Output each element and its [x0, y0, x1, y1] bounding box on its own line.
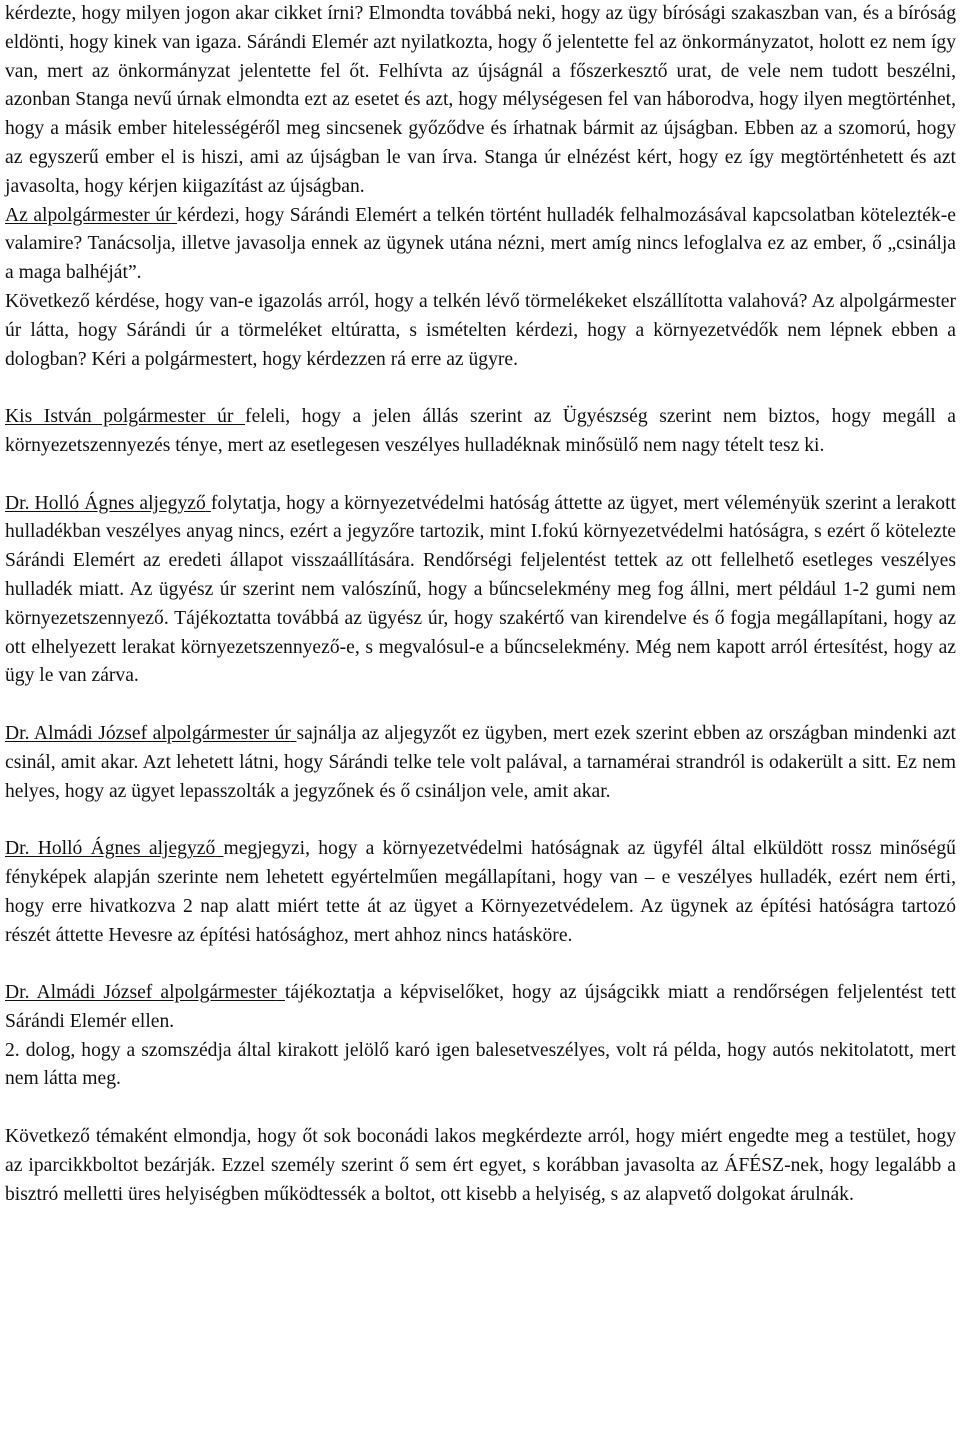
paragraph-aljegyzo-continues — [5, 490, 956, 692]
paragraph-text: folytatja, hogy a környezetvédelmi hatóság áttette az ügyet, mert véleményük szerint a lerakott hulladékban veszélyes anyag nincs, ezért a jegyzőre tartozik, mint I.fokú környezetvédelmi hatóságra, s ezért ő kötelezte Sárándi Elemért az eredeti állapot visszaállítására. Rendőrségi feljelentést tettek az ott fellelhető esetleges veszélyes hulladék miatt. Az ügyész úr szerint nem valószínű, hogy a bűncselekmény meg fog állni, mert például 1-2 gumi nem környezetszennyező. Tájékoztatta továbbá az ügyész úr, hogy szakértő van kirendelve és ő fogja megállapítani, hogy az ott elhelyezett lerakat környezetszennyező-e, s megvalósul-e a bűncselekmény. Még nem kapott arról értesítést, hogy az ügy le van zárva. — [5, 492, 956, 687]
speaker-name: Dr. Holló Ágnes aljegyző — [5, 838, 216, 860]
speaker-name: Az alpolgármester úr — [5, 204, 172, 226]
paragraph-almadi-regrets — [5, 720, 956, 806]
paragraph-text: megjegyzi, hogy a környezetvédelmi hatóságnak az ügyfél által elküldött rossz minőségű fényképek alapján szerinte nem lehetett egyértelműen megállapítani, hogy van – e veszélyes hulladék, ezért nem érti, hogy erre hivatkozva 2 nap alatt miért tette át az ügyet a Környezetvédelem. Az ügynek az építési hatóságra tartozó részét áttette Hevesre az építési hatósághoz, mert ahhoz nincs hatásköre. — [5, 838, 956, 946]
speaker-name: Kis István polgármester úr — [5, 406, 234, 428]
paragraph-text: 2. dolog, hogy a szomszédja által kirakott jelölő karó igen balesetveszélyes, volt rá példa, hogy autós nekitolatott, mert nem látta meg. — [5, 1039, 956, 1090]
paragraph-next-topic — [5, 1123, 956, 1209]
paragraph-alpolgarmester-question — [5, 202, 956, 288]
paragraph-text: tájékoztatja a képviselőket, hogy az újságcikk miatt a rendőrségen feljelentést tett Sárándi Elemér ellen. — [5, 982, 956, 1032]
paragraph-next-question — [5, 288, 956, 374]
speaker-name: Dr. Almádi József alpolgármester úr — [5, 722, 291, 744]
paragraph-almadi-informs — [5, 979, 956, 1037]
speaker-name: Dr. Holló Ágnes aljegyző — [5, 492, 206, 514]
paragraph-text: kérdezi, hogy Sárándi Elemért a telkén történt hulladék felhalmozásával kapcsolatban kötelezték-e valamire? Tanácsolja, illetve javasolja ennek az ügynek utána nézni, mert amíg nincs lefoglalva ez az ember, ő „csinálja a maga balhéját”. — [5, 204, 956, 284]
paragraph-text: sajnálja az aljegyzőt ez ügyben, mert ezek szerint ebben az országban mindenki azt csinál, amit akar. Azt lehetett látni, hogy Sárándi telke tele volt palával, a tarnamérai strandról is odakerült a sitt. Ez nem helyes, hogy az ügyet lepasszolták a jegyzőnek és ő csináljon vele, amit akar. — [5, 722, 956, 802]
paragraph-text: Következő kérdése, hogy van-e igazolás arról, hogy a telkén lévő törmelékeket elszállította valahová? Az alpolgármester úr látta, hogy Sárándi úr a törmeléket eltúratta, s ismételten kérdezi, hogy a környezetvédők nem lépnek ebben a dologban? Kéri a polgármestert, hogy kérdezzen rá erre az ügyre. — [5, 290, 956, 370]
paragraph-second-matter — [5, 1037, 956, 1095]
paragraph-text: kérdezte, hogy milyen jogon akar cikket írni? Elmondta továbbá neki, hogy az ügy bírósági szakaszban van, és a bíróság eldönti, hogy kinek van igaza. Sárándi Elemér azt nyilatkozta, hogy ő jelentette fel az önkormányzatot, holott ez nem így van, mert az önkormányzat jelentette fel őt. Felhívta az újságnál a főszerkesztő urat, de vele nem tudott beszélni, azonban Stanga nevű úrnak elmondta ezt az esetet és azt, hogy mélységesen fel van háborodva, hogy ilyen megtörténhet, hogy a másik ember hitelességéről meg sincsenek győződve és írhatnak bármit az újságban. Ebben az a szomorú, hogy az egyszerű ember el is hiszi, ami az újságban le van írva. Stanga úr elnézést kért, hogy ez így megtörténhetett és azt javasolta, hogy kérjen kiigazítást az újságban. — [5, 3, 956, 197]
paragraph-polgarmester-reply — [5, 403, 956, 461]
paragraph-continuation — [5, 0, 956, 202]
speaker-name: Dr. Almádi József alpolgármester — [5, 982, 277, 1004]
paragraph-text: feleli, hogy a jelen állás szerint az Ügyészség szerint nem biztos, hogy megáll a környezetszennyezés ténye, mert az esetlegesen veszélyes hulladéknak minősülő nem nagy tételt tesz ki. — [5, 406, 956, 456]
paragraph-aljegyzo-remarks — [5, 835, 956, 950]
paragraph-text: Következő témaként elmondja, hogy őt sok boconádi lakos megkérdezte arról, hogy miért engedte meg a testület, hogy az iparcikkboltot bezárják. Ezzel személy szerint ő sem ért egyet, s korábban javasolta az ÁFÉSZ-nek, hogy legalább a bisztró melletti üres helyiségben működtessék a boltot, ott kisebb a helyiség, s az alapvető dolgokat árulnák. — [5, 1126, 956, 1205]
